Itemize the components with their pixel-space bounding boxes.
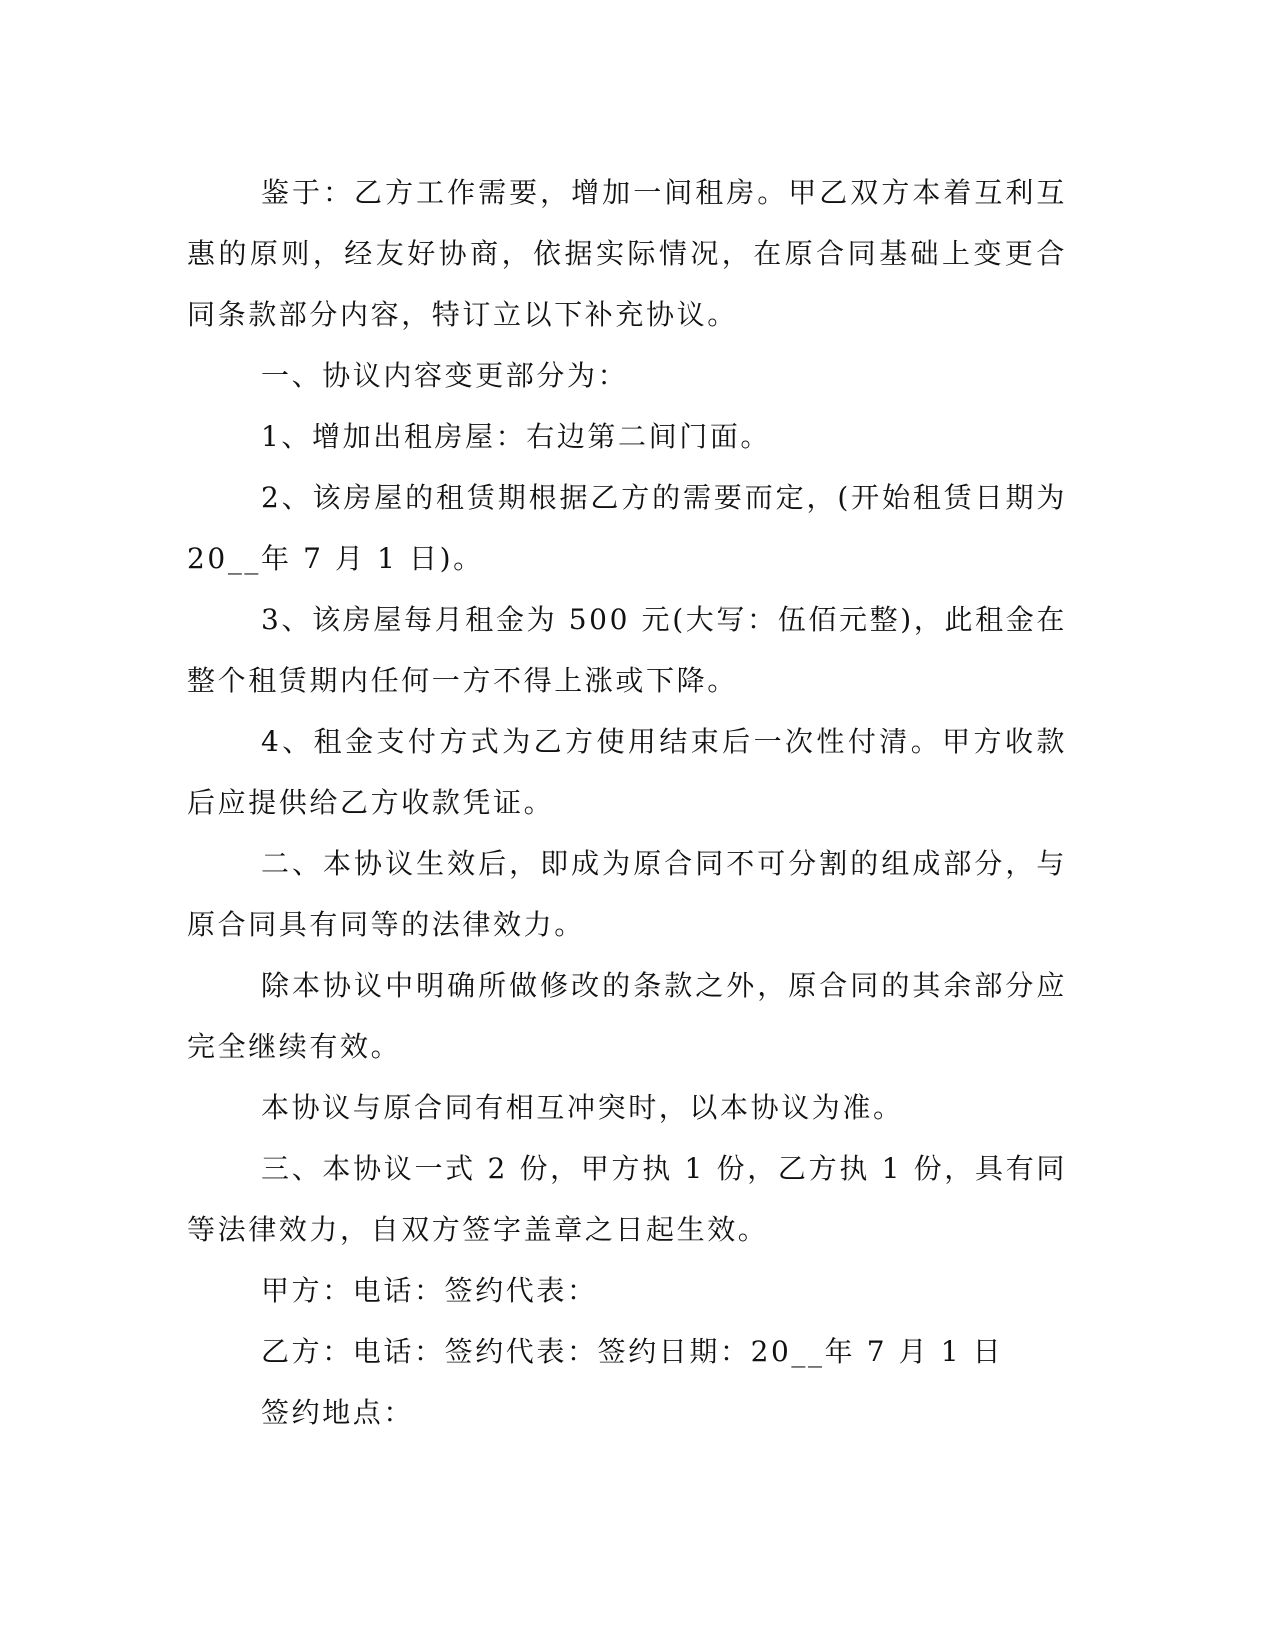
paragraph-remaining-terms: 除本协议中明确所做修改的条款之外，原合同的其余部分应完全继续有效。 (187, 969, 1067, 1063)
paragraph-section-two: 二、本协议生效后，即成为原合同不可分割的组成部分，与原合同具有同等的法律效力。 (187, 847, 1067, 941)
paragraph-conflict-rule: 本协议与原合同有相互冲突时，以本协议为准。 (261, 1091, 904, 1124)
signature-party-b: 乙方：电话：签约代表：签约日期：20__年 7 月 1 日 (261, 1335, 1004, 1368)
document-body (187, 162, 1067, 1443)
signing-location: 签约地点： (261, 1396, 415, 1429)
paragraph-item-1: 1、增加出租房屋：右边第二间门面。 (261, 420, 772, 453)
paragraph-section-one-heading: 一、协议内容变更部分为： (261, 359, 629, 392)
paragraph-item-4: 4、租金支付方式为乙方使用结束后一次性付清。甲方收款后应提供给乙方收款凭证。 (187, 725, 1067, 819)
paragraph-item-2: 2、该房屋的租赁期根据乙方的需要而定，(开始租赁日期为 20__年 7 月 1 日)。 (187, 481, 1067, 575)
paragraph-section-three: 三、本协议一式 2 份，甲方执 1 份，乙方执 1 份，具有同等法律效力，自双方签字盖章之日起生效。 (187, 1152, 1067, 1246)
signature-party-a: 甲方：电话：签约代表： (261, 1274, 598, 1307)
paragraph-item-3: 3、该房屋每月租金为 500 元(大写：伍佰元整)，此租金在整个租赁期内任何一方不得上涨或下降。 (187, 603, 1067, 697)
paragraph-preamble: 鉴于：乙方工作需要，增加一间租房。甲乙双方本着互利互惠的原则，经友好协商，依据实际情况，在原合同基础上变更合同条款部分内容，特订立以下补充协议。 (187, 176, 1067, 331)
